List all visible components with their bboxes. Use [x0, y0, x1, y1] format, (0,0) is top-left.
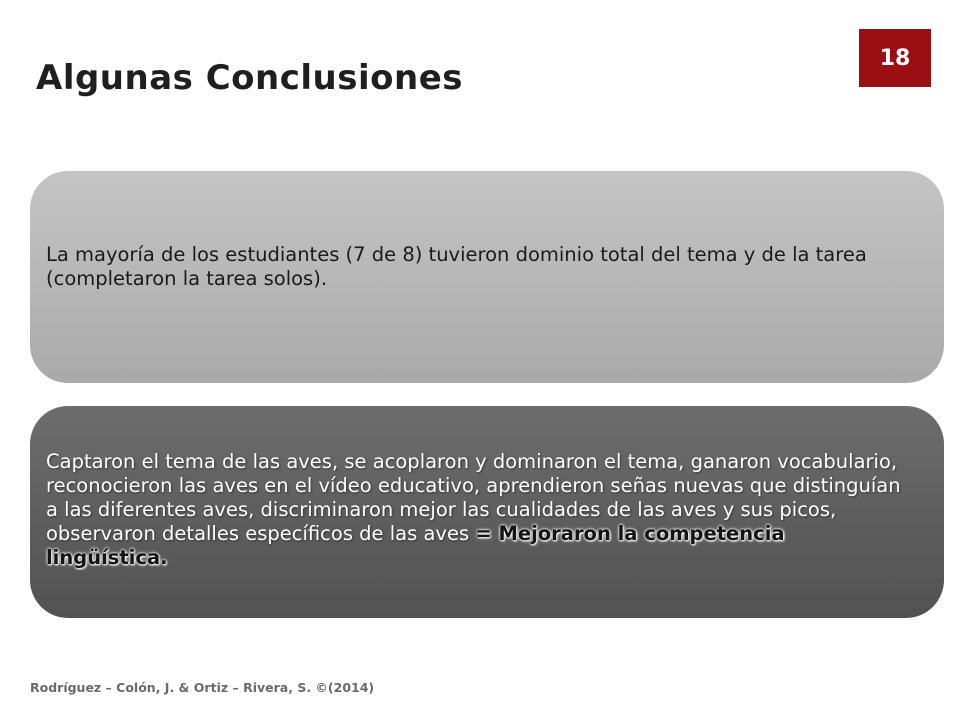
- conclusion-text-1: La mayoría de los estudiantes (7 de 8) tuvieron dominio total del tema y de la tarea (completaron la tarea solos).: [46, 243, 867, 290]
- conclusion-panel-2: [30, 406, 944, 618]
- slide-title: Algunas Conclusiones: [36, 58, 464, 98]
- footer-citation: Rodríguez – Colón, J. & Ortiz – Rivera, S. ©(2014): [30, 680, 375, 695]
- conclusion-panel-1: [30, 171, 944, 383]
- conclusion-body-2: Captaron el tema de las aves, se acoplaron y dominaron el tema, ganaron vocabulario, reconocieron las aves en el vídeo educativo, aprendieron señas nuevas que distinguían a las diferentes aves, discriminaron mejor las cualidades de las aves y sus picos, observaron detalles específicos de las aves: [46, 450, 901, 545]
- conclusion-emphasis: = Mejoraron la competencia lingüística.: [46, 522, 785, 569]
- page-number: 18: [879, 45, 911, 71]
- page-number-badge: [859, 29, 931, 87]
- conclusion-text-2: [46, 450, 906, 570]
